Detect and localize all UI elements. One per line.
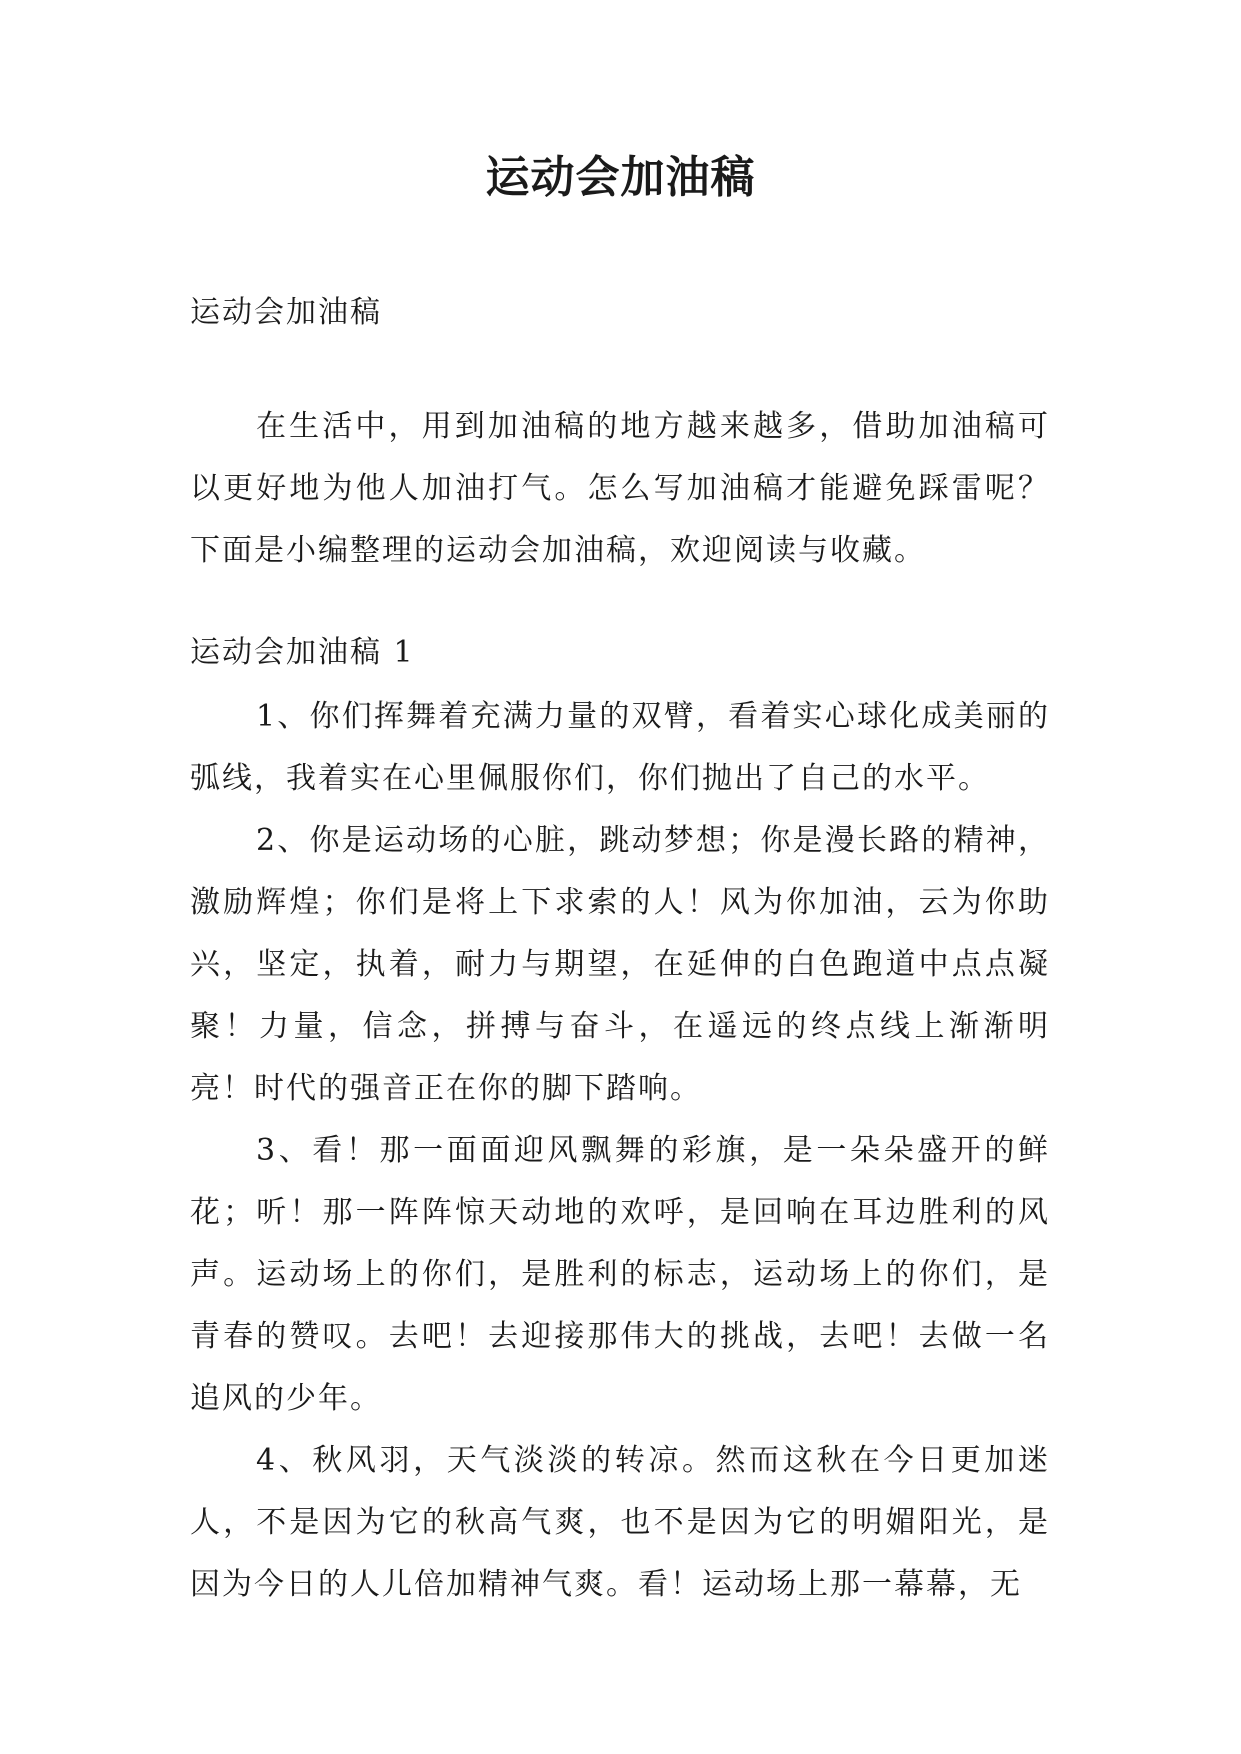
cheer-item-1: 1、你们挥舞着充满力量的双臂，看着实心球化成美丽的弧线，我着实在心里佩服你们，你们抛出了自己的水平。 (190, 699, 1050, 796)
cheer-item-2: 2、你是运动场的心脏，跳动梦想；你是漫长路的精神，激励辉煌；你们是将上下求索的人！风为你加油，云为你助兴，坚定，执着，耐力与期望，在延伸的白色跑道中点点凝聚！力量，信念，拼搏与奋斗，在遥远的终点线上渐渐明亮！时代的强音正在你的脚下踏响。 (190, 823, 1050, 1106)
document-subtitle: 运动会加油稿 (190, 295, 382, 330)
intro-paragraph-block (190, 396, 1050, 582)
cheer-item-3: 3、看！那一面面迎风飘舞的彩旗，是一朵朵盛开的鲜花；听！那一阵阵惊天动地的欢呼，是回响在耳边胜利的风声。运动场上的你们，是胜利的标志，运动场上的你们，是青春的赞叹。去吧！去迎接那伟大的挑战，去吧！去做一名追风的少年。 (190, 1133, 1050, 1416)
cheer-items-list (190, 686, 1050, 1616)
cheer-item-4: 4、秋风羽，天气淡淡的转凉。然而这秋在今日更加迷人，不是因为它的秋高气爽，也不是因为它的明媚阳光，是因为今日的人儿倍加精神气爽。看！运动场上那一幕幕，无 (190, 1443, 1050, 1602)
intro-paragraph: 在生活中，用到加油稿的地方越来越多，借助加油稿可以更好地为他人加油打气。怎么写加油稿才能避免踩雷呢？下面是小编整理的运动会加油稿，欢迎阅读与收藏。 (190, 409, 1050, 568)
section-heading: 运动会加油稿 1 (190, 635, 415, 670)
document-title: 运动会加油稿 (485, 152, 756, 203)
